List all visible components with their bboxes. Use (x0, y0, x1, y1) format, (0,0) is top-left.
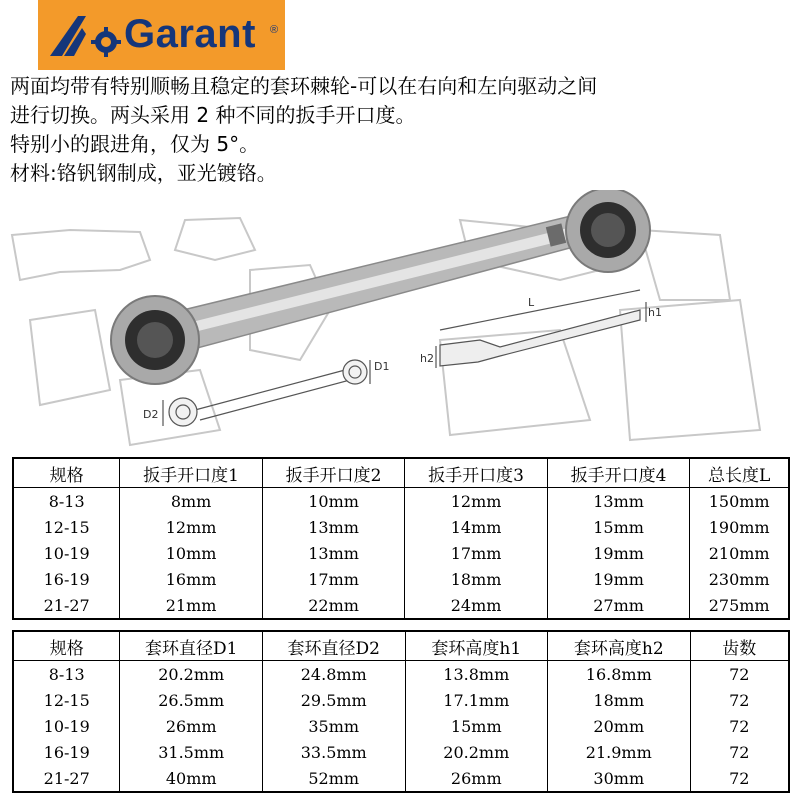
table-row (13, 592, 789, 619)
table-cell: 21-27 (13, 765, 120, 792)
table-row (13, 739, 789, 765)
table-cell: 21.9mm (548, 739, 691, 765)
description-line: 材料:铬钒钢制成，亚光镀铬。 (10, 161, 277, 185)
table-row (13, 765, 789, 792)
table-row (13, 514, 789, 540)
table-cell: 17mm (405, 540, 548, 566)
table-cell: 24.8mm (262, 661, 405, 688)
column-header: 扳手开口度1 (120, 458, 263, 488)
table-cell: 13.8mm (405, 661, 548, 688)
description-line: 两面均带有特别顺畅且稳定的套环棘轮-可以在右向和左向驱动之间 (10, 74, 598, 98)
table-body (13, 661, 789, 793)
table-cell: 190mm (690, 514, 789, 540)
table-cell: 10-19 (13, 540, 120, 566)
table-cell: 21-27 (13, 592, 120, 619)
table-cell: 275mm (690, 592, 789, 619)
table-cell: 19mm (547, 566, 690, 592)
table-cell: 18mm (548, 687, 691, 713)
table-cell: 72 (690, 713, 789, 739)
d2-label: D2 (143, 408, 159, 421)
table-cell: 16mm (120, 566, 263, 592)
table-row (13, 540, 789, 566)
h1-label: h1 (648, 306, 662, 319)
table-cell: 17mm (262, 566, 405, 592)
table-cell: 72 (690, 687, 789, 713)
column-header: 扳手开口度3 (405, 458, 548, 488)
product-description (10, 72, 790, 188)
table-cell: 10mm (262, 488, 405, 515)
table-cell: 13mm (547, 488, 690, 515)
table-cell: 26mm (120, 713, 263, 739)
table-cell: 12mm (120, 514, 263, 540)
table-row (13, 687, 789, 713)
column-header: 齿数 (690, 631, 789, 661)
table-cell: 33.5mm (262, 739, 405, 765)
table-row (13, 488, 789, 515)
d1-label: D1 (374, 360, 390, 373)
table-cell: 16-19 (13, 739, 120, 765)
table-cell: 230mm (690, 566, 789, 592)
table-row (13, 661, 789, 688)
table-header-row (13, 458, 789, 488)
table-cell: 35mm (262, 713, 405, 739)
table-cell: 52mm (262, 765, 405, 792)
table-cell: 15mm (405, 713, 548, 739)
table-row (13, 566, 789, 592)
table-cell: 19mm (547, 540, 690, 566)
table-cell: 8-13 (13, 488, 120, 515)
table-cell: 12-15 (13, 687, 120, 713)
table-cell: 16-19 (13, 566, 120, 592)
table-cell: 8mm (120, 488, 263, 515)
table-cell: 12mm (405, 488, 548, 515)
table-cell: 30mm (548, 765, 691, 792)
table-cell: 20.2mm (120, 661, 263, 688)
product-figure (0, 190, 800, 455)
side-view-drawing (420, 290, 662, 368)
table-cell: 150mm (690, 488, 789, 515)
ring-dimension-table (12, 630, 790, 793)
table-cell: 26.5mm (120, 687, 263, 713)
column-header: 扳手开口度2 (262, 458, 405, 488)
brand-name: Garant (124, 12, 256, 56)
brand-logo (38, 0, 285, 70)
table-cell: 14mm (405, 514, 548, 540)
table-cell: 17.1mm (405, 687, 548, 713)
description-line: 进行切换。两头采用 2 种不同的扳手开口度。 (10, 103, 416, 127)
table-cell: 72 (690, 765, 789, 792)
table-cell: 10mm (120, 540, 263, 566)
table-cell: 72 (690, 661, 789, 688)
description-line: 特别小的跟进角，仅为 5°。 (10, 132, 260, 156)
table-cell: 16.8mm (548, 661, 691, 688)
table-cell: 22mm (262, 592, 405, 619)
table-cell: 26mm (405, 765, 548, 792)
h2-label: h2 (420, 352, 434, 365)
table-cell: 20mm (548, 713, 691, 739)
column-header: 套环直径D1 (120, 631, 263, 661)
table-cell: 10-19 (13, 713, 120, 739)
wrench-opening-table (12, 457, 790, 620)
table-cell: 24mm (405, 592, 548, 619)
column-header: 套环直径D2 (262, 631, 405, 661)
table-body (13, 488, 789, 620)
table-cell: 27mm (547, 592, 690, 619)
table-cell: 20.2mm (405, 739, 548, 765)
table-row (13, 713, 789, 739)
column-header: 套环高度h1 (405, 631, 548, 661)
column-header: 总长度L (690, 458, 789, 488)
table-cell: 31.5mm (120, 739, 263, 765)
registered-mark: ® (270, 24, 279, 36)
table-cell: 21mm (120, 592, 263, 619)
table-cell: 13mm (262, 514, 405, 540)
table-cell: 13mm (262, 540, 405, 566)
table-cell: 18mm (405, 566, 548, 592)
column-header: 扳手开口度4 (547, 458, 690, 488)
table-cell: 15mm (547, 514, 690, 540)
table-cell: 210mm (690, 540, 789, 566)
column-header: 套环高度h2 (548, 631, 691, 661)
table-cell: 12-15 (13, 514, 120, 540)
column-header: 规格 (13, 458, 120, 488)
table-header-row (13, 631, 789, 661)
table-cell: 29.5mm (262, 687, 405, 713)
column-header: 规格 (13, 631, 120, 661)
table-cell: 40mm (120, 765, 263, 792)
table-cell: 72 (690, 739, 789, 765)
length-label: L (528, 296, 535, 309)
table-cell: 8-13 (13, 661, 120, 688)
